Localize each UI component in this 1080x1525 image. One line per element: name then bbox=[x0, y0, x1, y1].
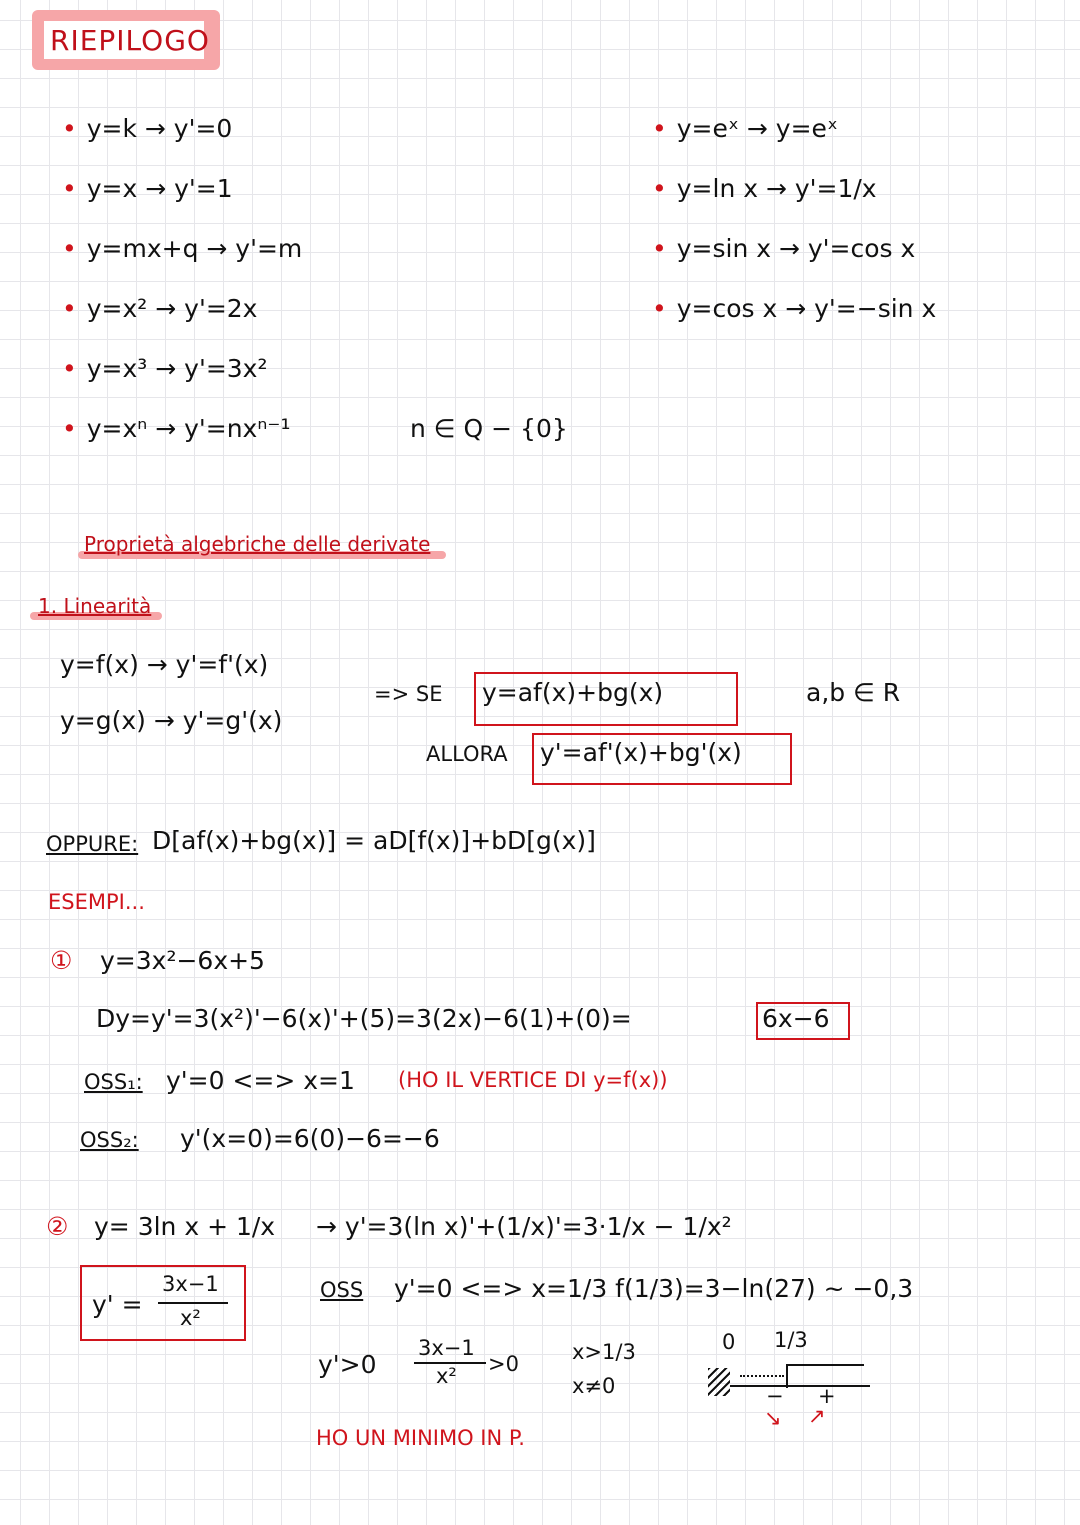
ineq-den: x² bbox=[436, 1364, 457, 1388]
conclusion: HO UN MINIMO IN P. bbox=[316, 1426, 525, 1450]
axis-line bbox=[730, 1385, 870, 1387]
oss-label: OSS bbox=[320, 1278, 364, 1302]
example-2-deriv: → y'=3(ln x)'+(1/x)'=3·1/x − 1/x² bbox=[316, 1212, 732, 1241]
result-lhs: y' = bbox=[92, 1290, 143, 1319]
example-1-deriv: Dy=y'=3(x²)'−6(x)'+(5)=3(2x)−6(1)+(0)= bbox=[96, 1004, 632, 1033]
dotted-line bbox=[740, 1375, 784, 1377]
rule-note: n ∈ Q − {0} bbox=[410, 414, 568, 443]
sign-plus: + bbox=[818, 1384, 836, 1408]
arrow-down-icon: ↘ bbox=[764, 1406, 782, 1430]
rule: • y=k → y'=0 bbox=[62, 114, 232, 143]
rule: • y=ln x → y'=1/x bbox=[652, 174, 877, 203]
sign-zero: 0 bbox=[722, 1330, 736, 1354]
rule: • y=sin x → y'=cos x bbox=[652, 234, 915, 263]
oss-text: y'=0 <=> x=1/3 f(1/3)=3−ln(27) ~ −0,3 bbox=[394, 1274, 914, 1303]
oss2-text: y'(x=0)=6(0)−6=−6 bbox=[180, 1124, 440, 1153]
ineq-gt: >0 bbox=[488, 1352, 519, 1376]
rule: • y=xⁿ → y'=nxⁿ⁻¹ bbox=[62, 414, 291, 443]
section-title: Proprietà algebriche delle derivate bbox=[84, 532, 431, 556]
ab-real: a,b ∈ R bbox=[806, 678, 901, 707]
example-1-result: 6x−6 bbox=[762, 1004, 830, 1033]
se-formula: y=af(x)+bg(x) bbox=[482, 678, 664, 707]
fraction-bar bbox=[158, 1302, 228, 1304]
rule: • y=x² → y'=2x bbox=[62, 294, 257, 323]
ineq-num: 3x−1 bbox=[418, 1336, 475, 1360]
oppure-formula: D[af(x)+bg(x)] = aD[f(x)]+bD[g(x)] bbox=[152, 826, 596, 855]
solution-1: x>1/3 bbox=[572, 1340, 636, 1364]
lin-g: y=g(x) → y'=g'(x) bbox=[60, 706, 283, 735]
ineq: y'>0 bbox=[318, 1350, 377, 1379]
result-numerator: 3x−1 bbox=[162, 1272, 219, 1296]
oss1-text: y'=0 <=> x=1 bbox=[166, 1066, 355, 1095]
oppure-label: OPPURE: bbox=[46, 832, 139, 856]
example-2-eq: y= 3ln x + 1/x bbox=[94, 1212, 276, 1241]
example-1-eq: y=3x²−6x+5 bbox=[100, 946, 265, 975]
allora-formula: y'=af'(x)+bg'(x) bbox=[540, 738, 742, 767]
rule: • y=x³ → y'=3x² bbox=[62, 354, 268, 383]
rule: • y=cos x → y'=−sin x bbox=[652, 294, 936, 323]
lin-implies: => SE bbox=[374, 682, 443, 706]
rule: • y=mx+q → y'=m bbox=[62, 234, 302, 263]
positive-line bbox=[786, 1364, 864, 1366]
subsection-title: 1. Linearità bbox=[38, 594, 152, 618]
example-1-number: ① bbox=[50, 946, 73, 975]
example-2-number: ② bbox=[46, 1212, 69, 1241]
sign-minus: − bbox=[766, 1384, 784, 1408]
arrow-up-icon: ↗ bbox=[808, 1404, 826, 1428]
solution-2: x≠0 bbox=[572, 1374, 616, 1398]
rule: • y=eˣ → y=eˣ bbox=[652, 114, 838, 143]
lin-f: y=f(x) → y'=f'(x) bbox=[60, 650, 269, 679]
esempi-label: ESEMPI... bbox=[48, 890, 145, 914]
result-denominator: x² bbox=[180, 1306, 201, 1330]
oss1-label: OSS₁: bbox=[84, 1070, 143, 1094]
allora-label: ALLORA bbox=[426, 742, 508, 766]
oss2-label: OSS₂: bbox=[80, 1128, 139, 1152]
oss1-note: (HO IL VERTICE DI y=f(x)) bbox=[398, 1068, 668, 1092]
hatched-region bbox=[708, 1368, 730, 1396]
rule: • y=x → y'=1 bbox=[62, 174, 233, 203]
sign-one-third: 1/3 bbox=[774, 1328, 808, 1352]
page-title: RIEPILOGO bbox=[50, 24, 210, 57]
